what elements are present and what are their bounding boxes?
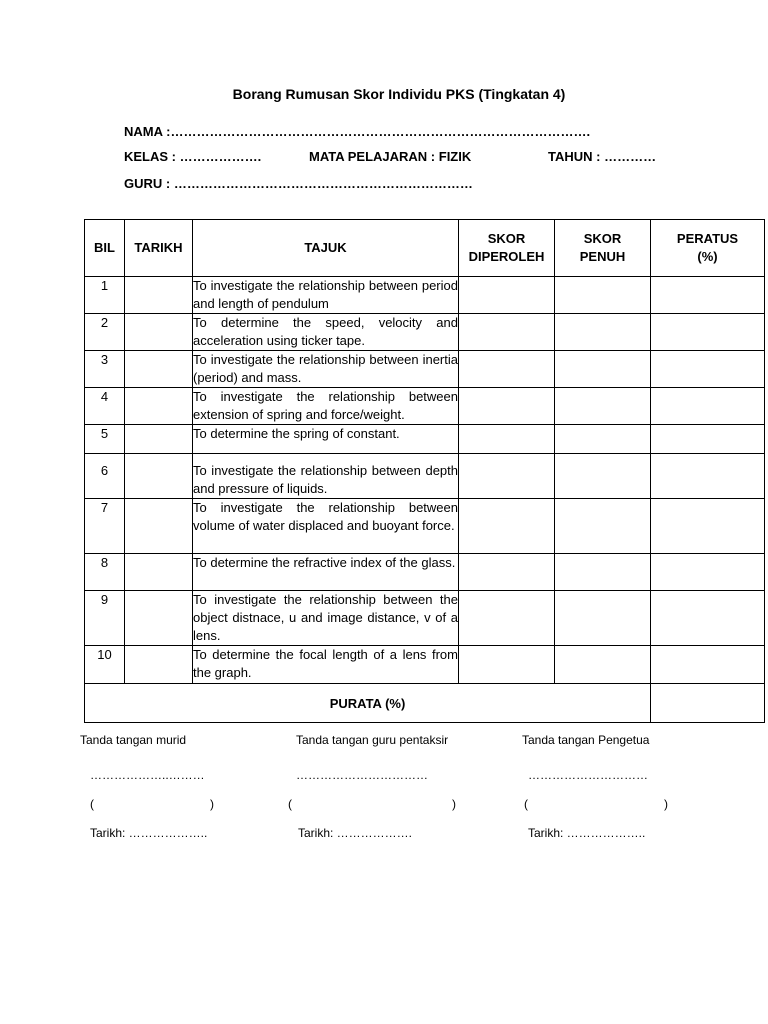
tajuk-cell-text: To investigate the relationship between period and length of pendulum: [193, 278, 458, 311]
bil-cell-text: 8: [100, 555, 109, 570]
bil-cell-text: 5: [100, 426, 109, 441]
skor-diperoleh-cell[interactable]: [459, 591, 555, 646]
peratus-cell[interactable]: [651, 425, 765, 454]
tajuk-cell-text: To investigate the relationship between volume of water displaced and buoyant force.: [193, 500, 458, 533]
signature-line-murid: ………………..………: [90, 768, 205, 782]
table-row: [85, 351, 765, 388]
skor-penuh-cell[interactable]: [555, 277, 651, 314]
table-row: [85, 554, 765, 591]
bil-cell-text: 9: [100, 592, 109, 607]
skor-penuh-cell[interactable]: [555, 388, 651, 425]
header-peratus-label: PERATUS (%): [676, 231, 739, 264]
skor-diperoleh-cell[interactable]: [459, 454, 555, 499]
table-row: [85, 454, 765, 499]
bil-cell: [85, 454, 125, 499]
tarikh-cell[interactable]: [125, 454, 193, 499]
signature-line-guru: ……………………………: [296, 768, 428, 782]
header-bil: BIL: [85, 220, 125, 277]
tajuk-cell-text: To determine the speed, velocity and acceleration using ticker tape.: [193, 315, 458, 348]
kelas-field: KELAS : ……………….: [124, 149, 262, 164]
tajuk-cell: [193, 499, 459, 554]
bil-cell: [85, 351, 125, 388]
tarikh-cell[interactable]: [125, 388, 193, 425]
bil-cell: [85, 388, 125, 425]
table-row: [85, 425, 765, 454]
peratus-cell[interactable]: [651, 314, 765, 351]
name-open-paren-pengetua: (: [524, 797, 528, 811]
bil-cell: [85, 425, 125, 454]
tajuk-cell: [193, 388, 459, 425]
skor-penuh-cell[interactable]: [555, 591, 651, 646]
header-skor-penuh: [555, 220, 651, 277]
tarikh-cell[interactable]: [125, 314, 193, 351]
table-row: [85, 591, 765, 646]
skor-diperoleh-cell[interactable]: [459, 314, 555, 351]
table-row: [85, 388, 765, 425]
tarikh-murid: Tarikh: ………………..: [90, 826, 208, 840]
table-row: [85, 277, 765, 314]
tajuk-cell-text: To determine the focal length of a lens from the graph.: [193, 647, 458, 680]
header-peratus: [651, 220, 765, 277]
table-row: [85, 499, 765, 554]
bil-cell-text: 7: [100, 500, 109, 515]
skor-penuh-cell[interactable]: [555, 499, 651, 554]
skor-diperoleh-cell[interactable]: [459, 554, 555, 591]
bil-cell: [85, 554, 125, 591]
skor-diperoleh-cell[interactable]: [459, 646, 555, 684]
peratus-cell[interactable]: [651, 499, 765, 554]
peratus-cell[interactable]: [651, 388, 765, 425]
bil-cell-text: 2: [100, 315, 109, 330]
peratus-cell[interactable]: [651, 591, 765, 646]
form-title: Borang Rumusan Skor Individu PKS (Tingkatan 4): [232, 86, 566, 102]
bil-cell-text: 6: [100, 463, 109, 478]
tajuk-cell-text: To investigate the relationship between inertia (period) and mass.: [193, 352, 458, 385]
tajuk-cell: [193, 454, 459, 499]
bil-cell: [85, 646, 125, 684]
skor-penuh-cell[interactable]: [555, 351, 651, 388]
header-skor-penuh-label: SKOR PENUH: [579, 231, 626, 264]
skor-penuh-cell[interactable]: [555, 314, 651, 351]
bil-cell: [85, 314, 125, 351]
table-row: [85, 314, 765, 351]
skor-diperoleh-cell[interactable]: [459, 351, 555, 388]
tahun-field: TAHUN : …………: [548, 149, 657, 164]
bil-cell-text: 3: [100, 352, 109, 367]
table-header-row: [85, 220, 765, 277]
tarikh-cell[interactable]: [125, 591, 193, 646]
header-tarikh: TARIKH: [125, 220, 193, 277]
tarikh-cell[interactable]: [125, 646, 193, 684]
signature-label-guru: Tanda tangan guru pentaksir: [296, 733, 449, 747]
skor-diperoleh-cell[interactable]: [459, 425, 555, 454]
bil-cell: [85, 591, 125, 646]
name-close-paren-pengetua: ): [664, 797, 668, 811]
tajuk-cell: [193, 591, 459, 646]
peratus-cell[interactable]: [651, 351, 765, 388]
skor-penuh-cell[interactable]: [555, 646, 651, 684]
mata-pelajaran-field: MATA PELAJARAN : FIZIK: [309, 149, 472, 164]
tajuk-cell-text: To investigate the relationship between extension of spring and force/weight.: [193, 389, 458, 422]
signature-label-murid: Tanda tangan murid: [80, 733, 187, 747]
tajuk-cell-text: To determine the spring of constant.: [193, 426, 400, 441]
signature-line-pengetua: …………………………: [528, 768, 648, 782]
skor-diperoleh-cell[interactable]: [459, 388, 555, 425]
peratus-cell[interactable]: [651, 646, 765, 684]
tajuk-cell-text: To investigate the relationship between the object distnace, u and image distance, v of a lens.: [193, 592, 458, 643]
tajuk-cell: [193, 554, 459, 591]
tajuk-cell-text: To determine the refractive index of the glass.: [193, 555, 456, 570]
skor-penuh-cell[interactable]: [555, 554, 651, 591]
peratus-cell[interactable]: [651, 454, 765, 499]
bil-cell-text: 10: [97, 647, 112, 662]
purata-value-cell[interactable]: [651, 684, 765, 723]
header-tajuk: TAJUK: [193, 220, 459, 277]
purata-row: [85, 684, 765, 723]
header-skor-diperoleh: [459, 220, 555, 277]
tarikh-cell[interactable]: [125, 499, 193, 554]
score-table: [84, 219, 765, 723]
tajuk-cell: [193, 277, 459, 314]
tajuk-cell: [193, 314, 459, 351]
table-row: [85, 646, 765, 684]
skor-penuh-cell[interactable]: [555, 454, 651, 499]
bil-cell-text: 1: [100, 278, 109, 293]
tajuk-cell: [193, 646, 459, 684]
name-close-paren-murid: ): [210, 797, 214, 811]
bil-cell: [85, 499, 125, 554]
tajuk-cell: [193, 425, 459, 454]
skor-diperoleh-cell[interactable]: [459, 499, 555, 554]
tarikh-cell[interactable]: [125, 277, 193, 314]
bil-cell: [85, 277, 125, 314]
name-close-paren-guru: ): [452, 797, 456, 811]
tarikh-cell[interactable]: [125, 425, 193, 454]
tarikh-pengetua: Tarikh: ………………..: [528, 826, 646, 840]
peratus-cell[interactable]: [651, 554, 765, 591]
skor-diperoleh-cell[interactable]: [459, 277, 555, 314]
tarikh-cell[interactable]: [125, 351, 193, 388]
name-open-paren-murid: (: [90, 797, 94, 811]
tarikh-guru: Tarikh: ……………….: [298, 826, 413, 840]
nama-field: NAMA :…………………………………………………………………………………….: [124, 124, 591, 139]
guru-field: GURU : ……………………………………………………………: [124, 176, 473, 191]
tarikh-cell[interactable]: [125, 554, 193, 591]
signature-label-pengetua: Tanda tangan Pengetua: [522, 733, 650, 747]
tajuk-cell: [193, 351, 459, 388]
header-skor-diperoleh-label: SKOR DIPEROLEH: [468, 231, 545, 264]
peratus-cell[interactable]: [651, 277, 765, 314]
purata-label: PURATA (%): [85, 684, 651, 723]
bil-cell-text: 4: [100, 389, 109, 404]
tajuk-cell-text: To investigate the relationship between depth and pressure of liquids.: [193, 463, 458, 496]
name-open-paren-guru: (: [288, 797, 292, 811]
skor-penuh-cell[interactable]: [555, 425, 651, 454]
